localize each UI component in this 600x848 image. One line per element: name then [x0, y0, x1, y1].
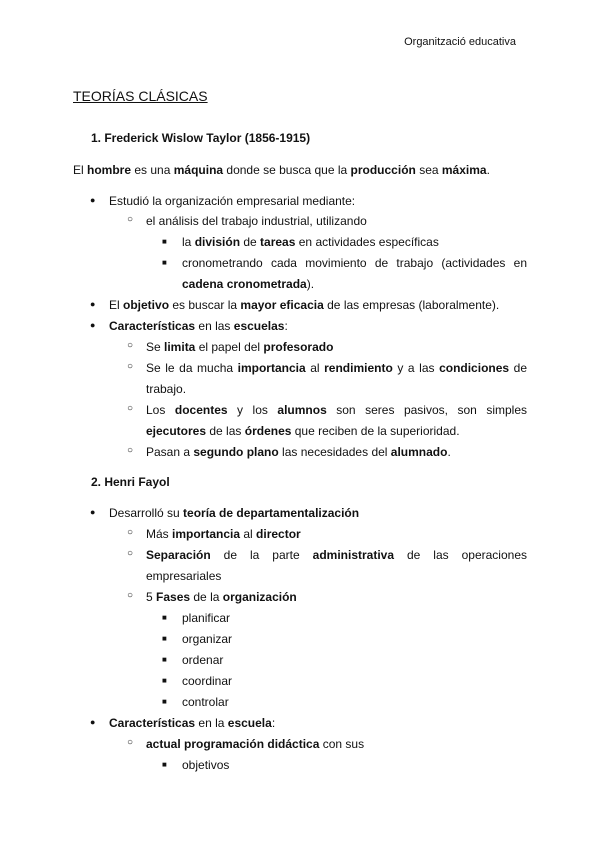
text-run: El [109, 298, 124, 312]
text-run: al [240, 527, 257, 541]
bullet-square: ■ [162, 613, 167, 622]
text-run: las necesidades del [278, 445, 391, 459]
text-run: de [240, 235, 261, 249]
bold-text: segundo plano [193, 445, 279, 459]
bullet-disc: ● [90, 507, 96, 517]
text-run: en la [195, 716, 228, 730]
text-run: Desarrolló su [109, 506, 184, 520]
bullet-square: ■ [162, 634, 167, 643]
bold-text: Separación [146, 548, 211, 562]
bullet-square: ■ [162, 655, 167, 664]
bold-text: profesorado [263, 340, 334, 354]
text-run: : [284, 319, 288, 333]
text-run: El [73, 163, 88, 177]
bullet-disc: ● [90, 320, 96, 330]
page-title: TEORÍAS CLÁSICAS [73, 88, 208, 104]
bold-text: importancia [237, 361, 306, 375]
list-item-continuation: trabajo. [146, 382, 187, 396]
bold-text: máquina [173, 163, 224, 177]
bullet-circle: ○ [127, 340, 134, 351]
text-run: Se [146, 340, 165, 354]
bold-text: importancia [172, 527, 241, 541]
list-item-continuation: empresariales [146, 569, 222, 583]
text-run: de las operaciones [394, 548, 527, 562]
list-item-fase: coordinar [182, 674, 233, 688]
text-run: Más [146, 527, 173, 541]
text-run: . [447, 445, 451, 459]
list-item [109, 505, 359, 521]
text-run: en actividades específicas [295, 235, 439, 249]
bold-text: alumnado [390, 445, 448, 459]
bullet-square: ■ [162, 697, 167, 706]
list-item: Estudió la organización empresarial mediante: [109, 194, 356, 208]
bold-text: órdenes [244, 424, 292, 438]
bullet-circle: ○ [127, 590, 134, 601]
list-item-continuation [146, 423, 460, 439]
bullet-square: ■ [162, 760, 167, 769]
text-run: la [182, 235, 195, 249]
bold-text: máxima [441, 163, 487, 177]
bullet-circle: ○ [127, 737, 134, 748]
bold-text: hombre [87, 163, 132, 177]
text-run: : [271, 716, 276, 730]
intro-paragraph [73, 162, 490, 178]
list-item [146, 402, 527, 418]
bullet-circle: ○ [127, 548, 134, 559]
bold-text: rendimiento [324, 361, 393, 375]
bold-text: mayor eficacia [240, 298, 324, 312]
list-item [146, 339, 333, 355]
text-run: . [486, 163, 490, 177]
bullet-disc: ● [90, 717, 96, 727]
bullet-circle: ○ [127, 527, 134, 538]
bold-text: actual programación didáctica [146, 737, 320, 751]
text-run: Pasan a [146, 445, 194, 459]
text-run: de [509, 361, 527, 375]
bold-text: teoría de departamentalización [183, 506, 360, 520]
bold-text: Fases [156, 590, 191, 604]
bullet-square: ■ [162, 676, 167, 685]
text-run: 5 [146, 590, 157, 604]
bullet-circle: ○ [127, 403, 134, 414]
bold-text: Características [109, 716, 196, 730]
list-item [109, 297, 499, 313]
text-run: de la parte [210, 548, 313, 562]
bold-text: docentes [174, 403, 228, 417]
list-item-continuation [182, 276, 314, 292]
text-run: de las empresas (laboralmente). [323, 298, 500, 312]
text-run: donde se busca que la [223, 163, 351, 177]
list-item-fase: controlar [182, 695, 229, 709]
text-run: en las [195, 319, 234, 333]
bullet-disc: ● [90, 299, 96, 309]
bold-text: alumnos [277, 403, 327, 417]
bold-text: condiciones [439, 361, 510, 375]
text-run: es una [131, 163, 174, 177]
text-run: que reciben de la superioridad. [291, 424, 460, 438]
bullet-circle: ○ [127, 214, 134, 225]
bold-text: objetivo [123, 298, 170, 312]
list-item [146, 589, 297, 605]
list-item [146, 547, 527, 563]
list-item [146, 360, 527, 376]
bold-text: división [194, 235, 241, 249]
bold-text: administrativa [312, 548, 395, 562]
bold-text: escuelas [233, 319, 285, 333]
bold-text: escuela [227, 716, 272, 730]
list-item [146, 736, 364, 752]
bold-text: director [256, 527, 301, 541]
text-run: con sus [319, 737, 365, 751]
text-run: de la [190, 590, 223, 604]
section-title-taylor: 1. Frederick Wislow Taylor (1856-1915) [91, 131, 311, 145]
bullet-square: ■ [162, 237, 167, 246]
bullet-disc: ● [90, 195, 96, 205]
list-item [146, 444, 451, 460]
list-item-fase: planificar [182, 611, 231, 625]
text-run: al [305, 361, 325, 375]
list-item: cronometrando cada movimiento de trabajo (actividades en [182, 256, 527, 270]
section-title-fayol: 2. Henri Fayol [91, 475, 170, 489]
bold-text: ejecutores [146, 424, 207, 438]
list-item [182, 234, 439, 250]
bullet-circle: ○ [127, 361, 134, 372]
bold-text: Características [109, 319, 196, 333]
text-run: Se le da mucha [146, 361, 238, 375]
list-item-fase: ordenar [182, 653, 224, 667]
list-item-fase: organizar [182, 632, 233, 646]
text-run: es buscar la [169, 298, 241, 312]
list-item [109, 715, 275, 731]
list-item: el análisis del trabajo industrial, utilizando [146, 214, 367, 228]
text-run: y los [227, 403, 278, 417]
list-item [109, 318, 288, 334]
bold-text: producción [350, 163, 416, 177]
text-run: de las [206, 424, 245, 438]
bold-text: limita [164, 340, 196, 354]
page-header: Organització educativa [404, 36, 516, 48]
list-item: objetivos [182, 758, 230, 772]
bold-text: cadena cronometrada [182, 277, 307, 291]
list-item [146, 526, 301, 542]
text-run: el papel del [195, 340, 264, 354]
bold-text: tareas [260, 235, 296, 249]
bullet-square: ■ [162, 258, 167, 267]
text-run: ). [306, 277, 315, 291]
text-run: sea [415, 163, 442, 177]
bullet-circle: ○ [127, 445, 134, 456]
bold-text: organización [222, 590, 297, 604]
text-run: y a las [392, 361, 440, 375]
text-run: son seres pasivos, son simples [326, 403, 528, 417]
text-run: Los [146, 403, 175, 417]
